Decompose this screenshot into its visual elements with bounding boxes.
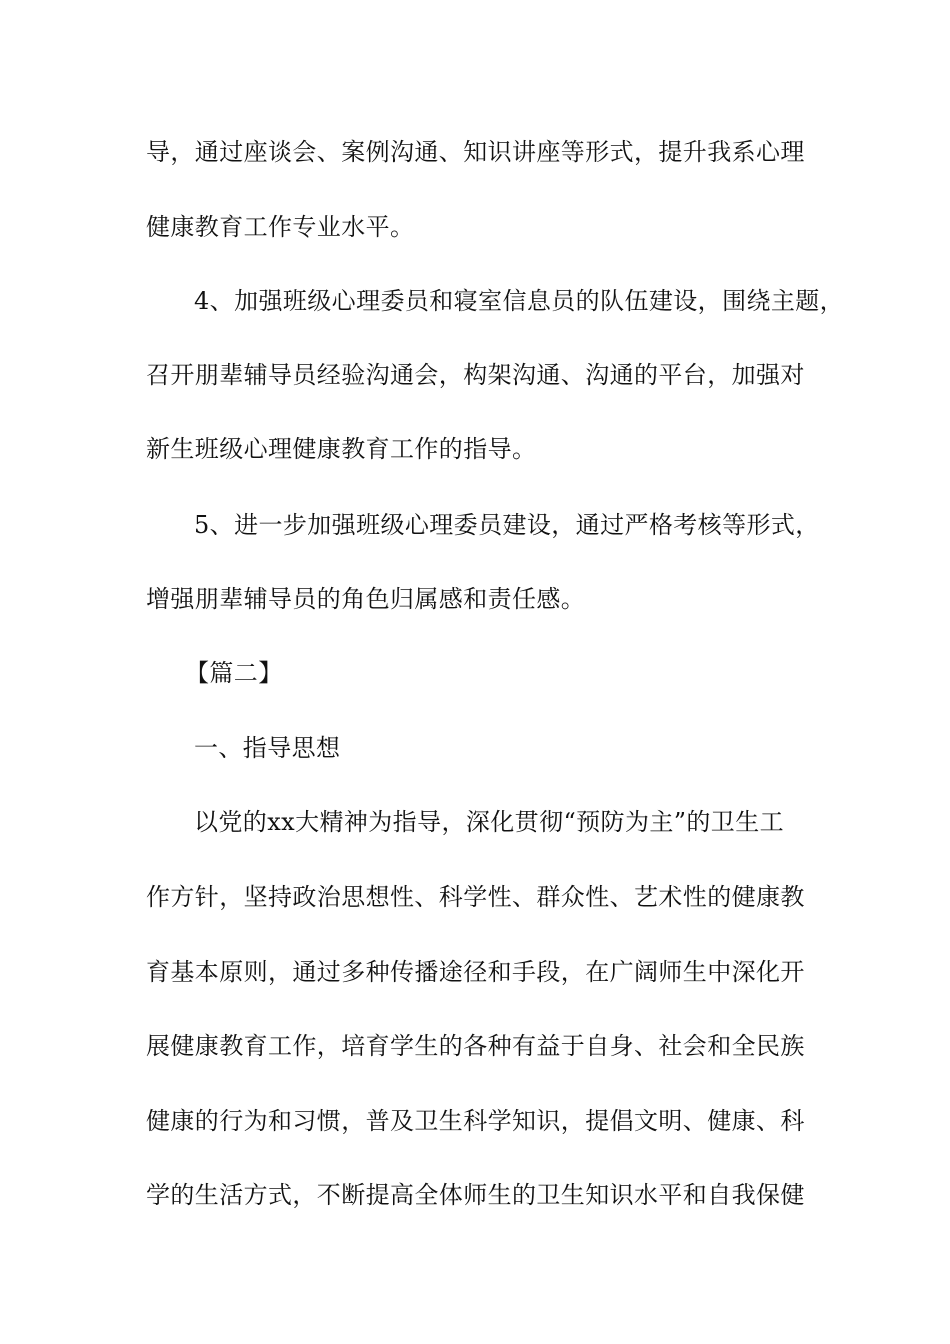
paragraph-line: 5、进一步加强班级心理委员建设，通过严格考核等形式， xyxy=(194,511,820,539)
paragraph-line: 增强朋辈辅导员的角色归属感和责任感。 xyxy=(146,585,586,613)
subsection-heading: 一、指导思想 xyxy=(194,734,341,762)
paragraph-line: 新生班级心理健康教育工作的指导。 xyxy=(146,435,537,463)
paragraph-line: 学的生活方式，不断提高全体师生的卫生知识水平和自我保健 xyxy=(146,1181,805,1209)
paragraph-line: 导，通过座谈会、案例沟通、知识讲座等形式，提升我系心理 xyxy=(146,138,805,166)
paragraph-line: 召开朋辈辅导员经验沟通会，构架沟通、沟通的平台，加强对 xyxy=(146,361,805,389)
paragraph-line: 以党的xx大精神为指导，深化贯彻“预防为主”的卫生工 xyxy=(194,808,785,836)
section-heading: 【篇二】 xyxy=(185,659,283,687)
paragraph-line: 育基本原则，通过多种传播途径和手段，在广阔师生中深化开 xyxy=(146,958,805,986)
paragraph-line: 4、加强班级心理委员和寝室信息员的队伍建设，围绕主题， xyxy=(194,287,845,315)
paragraph-line: 展健康教育工作，培育学生的各种有益于自身、社会和全民族 xyxy=(146,1032,805,1060)
paragraph-line: 健康的行为和习惯，普及卫生科学知识，提倡文明、健康、科 xyxy=(146,1107,805,1135)
paragraph-line: 作方针，坚持政治思想性、科学性、群众性、艺术性的健康教 xyxy=(146,883,805,911)
paragraph-line: 健康教育工作专业水平。 xyxy=(146,213,415,241)
